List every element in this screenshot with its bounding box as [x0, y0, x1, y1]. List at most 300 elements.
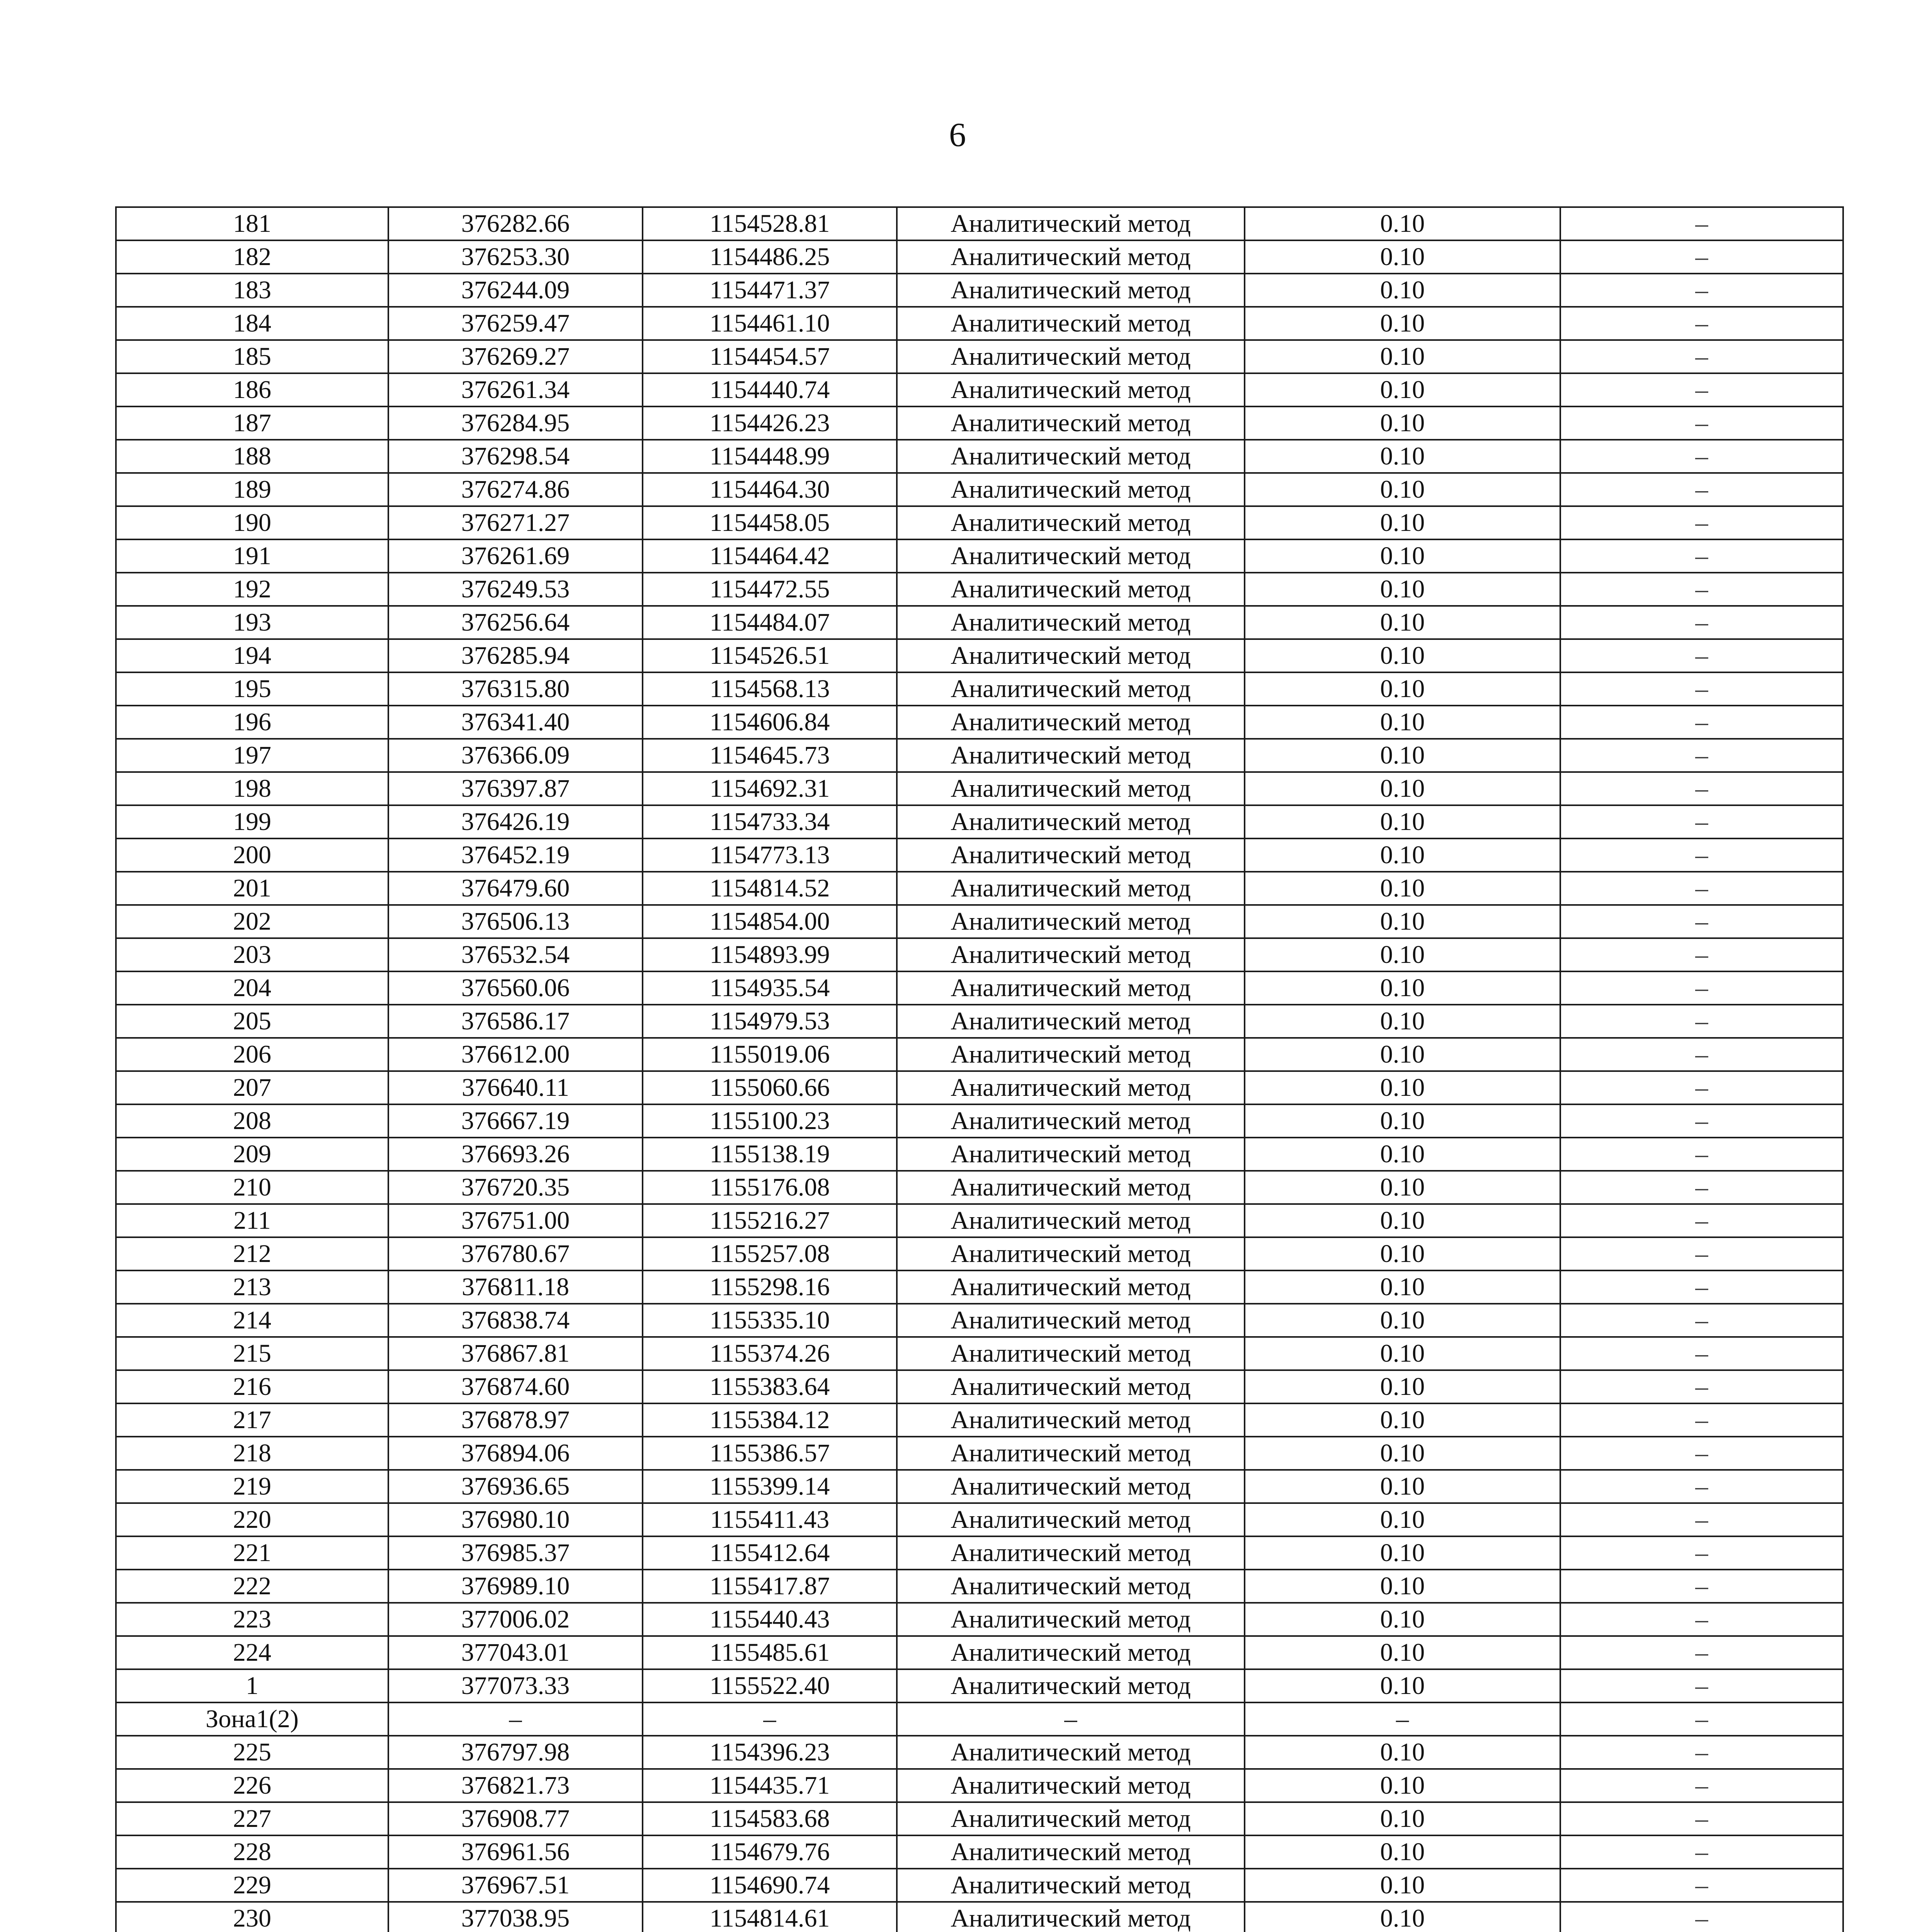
point-number-cell: Зона1(2): [116, 1702, 388, 1736]
method-cell: Аналитический метод: [897, 274, 1245, 307]
table-row: [116, 1835, 1843, 1869]
point-number-cell: 210: [116, 1171, 388, 1204]
y-coordinate-cell: 1155374.26: [643, 1337, 897, 1370]
x-coordinate-cell: 376936.65: [388, 1470, 643, 1503]
table-row: [116, 872, 1843, 905]
y-coordinate-cell: 1154773.13: [643, 838, 897, 872]
table-row: [116, 1536, 1843, 1570]
x-coordinate-cell: 376908.77: [388, 1802, 643, 1835]
method-cell: Аналитический метод: [897, 1038, 1245, 1071]
accuracy-cell: 0.10: [1245, 1669, 1560, 1702]
x-coordinate-cell: 376341.40: [388, 706, 643, 739]
note-cell: –: [1560, 1470, 1843, 1503]
accuracy-cell: 0.10: [1245, 539, 1560, 573]
x-coordinate-cell: 376298.54: [388, 440, 643, 473]
accuracy-cell: 0.10: [1245, 1802, 1560, 1835]
method-cell: Аналитический метод: [897, 1536, 1245, 1570]
note-cell: –: [1560, 506, 1843, 539]
y-coordinate-cell: 1154979.53: [643, 1005, 897, 1038]
note-cell: –: [1560, 905, 1843, 938]
method-cell: Аналитический метод: [897, 573, 1245, 606]
x-coordinate-cell: 377038.95: [388, 1902, 643, 1932]
accuracy-cell: 0.10: [1245, 938, 1560, 971]
x-coordinate-cell: 377006.02: [388, 1603, 643, 1636]
x-coordinate-cell: 377073.33: [388, 1669, 643, 1702]
y-coordinate-cell: 1155100.23: [643, 1104, 897, 1138]
note-cell: –: [1560, 1503, 1843, 1536]
note-cell: –: [1560, 307, 1843, 340]
table-row: [116, 1603, 1843, 1636]
x-coordinate-cell: 376838.74: [388, 1304, 643, 1337]
table-row: [116, 1702, 1843, 1736]
x-coordinate-cell: 376506.13: [388, 905, 643, 938]
point-number-cell: 199: [116, 805, 388, 838]
x-coordinate-cell: 376532.54: [388, 938, 643, 971]
table-row: [116, 1204, 1843, 1237]
table-row: [116, 938, 1843, 971]
method-cell: Аналитический метод: [897, 739, 1245, 772]
x-coordinate-cell: 376256.64: [388, 606, 643, 639]
note-cell: –: [1560, 1769, 1843, 1802]
point-number-cell: 202: [116, 905, 388, 938]
point-number-cell: 221: [116, 1536, 388, 1570]
note-cell: –: [1560, 207, 1843, 240]
coordinates-table: [115, 206, 1844, 1932]
note-cell: –: [1560, 1603, 1843, 1636]
note-cell: –: [1560, 1204, 1843, 1237]
accuracy-cell: 0.10: [1245, 440, 1560, 473]
y-coordinate-cell: 1154814.52: [643, 872, 897, 905]
x-coordinate-cell: 376274.86: [388, 473, 643, 506]
method-cell: Аналитический метод: [897, 1171, 1245, 1204]
method-cell: Аналитический метод: [897, 340, 1245, 373]
table-row: [116, 1304, 1843, 1337]
point-number-cell: 182: [116, 240, 388, 274]
y-coordinate-cell: 1154568.13: [643, 672, 897, 706]
note-cell: –: [1560, 1536, 1843, 1570]
table-row: [116, 1437, 1843, 1470]
note-cell: –: [1560, 1802, 1843, 1835]
y-coordinate-cell: 1154440.74: [643, 373, 897, 406]
table-row: [116, 440, 1843, 473]
table-row: [116, 1138, 1843, 1171]
accuracy-cell: 0.10: [1245, 1270, 1560, 1304]
point-number-cell: 188: [116, 440, 388, 473]
accuracy-cell: 0.10: [1245, 1835, 1560, 1869]
method-cell: Аналитический метод: [897, 1403, 1245, 1437]
x-coordinate-cell: 376867.81: [388, 1337, 643, 1370]
x-coordinate-cell: 376426.19: [388, 805, 643, 838]
y-coordinate-cell: 1155417.87: [643, 1570, 897, 1603]
table-row: [116, 805, 1843, 838]
y-coordinate-cell: 1155485.61: [643, 1636, 897, 1669]
accuracy-cell: 0.10: [1245, 1503, 1560, 1536]
method-cell: Аналитический метод: [897, 506, 1245, 539]
note-cell: –: [1560, 1437, 1843, 1470]
point-number-cell: 205: [116, 1005, 388, 1038]
accuracy-cell: 0.10: [1245, 1769, 1560, 1802]
note-cell: –: [1560, 805, 1843, 838]
accuracy-cell: 0.10: [1245, 639, 1560, 672]
point-number-cell: 222: [116, 1570, 388, 1603]
note-cell: –: [1560, 1038, 1843, 1071]
table-row: [116, 506, 1843, 539]
y-coordinate-cell: 1154526.51: [643, 639, 897, 672]
method-cell: –: [897, 1702, 1245, 1736]
accuracy-cell: 0.10: [1245, 473, 1560, 506]
point-number-cell: 226: [116, 1769, 388, 1802]
x-coordinate-cell: 376780.67: [388, 1237, 643, 1270]
method-cell: Аналитический метод: [897, 207, 1245, 240]
x-coordinate-cell: 376989.10: [388, 1570, 643, 1603]
x-coordinate-cell: 376479.60: [388, 872, 643, 905]
method-cell: Аналитический метод: [897, 1736, 1245, 1769]
x-coordinate-cell: 376967.51: [388, 1869, 643, 1902]
note-cell: –: [1560, 971, 1843, 1005]
point-number-cell: 198: [116, 772, 388, 805]
accuracy-cell: 0.10: [1245, 1902, 1560, 1932]
point-number-cell: 195: [116, 672, 388, 706]
x-coordinate-cell: 376751.00: [388, 1204, 643, 1237]
point-number-cell: 185: [116, 340, 388, 373]
point-number-cell: 216: [116, 1370, 388, 1403]
method-cell: Аналитический метод: [897, 1370, 1245, 1403]
y-coordinate-cell: 1154484.07: [643, 606, 897, 639]
x-coordinate-cell: 376261.34: [388, 373, 643, 406]
y-coordinate-cell: –: [643, 1702, 897, 1736]
note-cell: –: [1560, 1104, 1843, 1138]
point-number-cell: 187: [116, 406, 388, 440]
point-number-cell: 194: [116, 639, 388, 672]
y-coordinate-cell: 1155386.57: [643, 1437, 897, 1470]
table-row: [116, 1769, 1843, 1802]
point-number-cell: 229: [116, 1869, 388, 1902]
y-coordinate-cell: 1155335.10: [643, 1304, 897, 1337]
x-coordinate-cell: –: [388, 1702, 643, 1736]
point-number-cell: 213: [116, 1270, 388, 1304]
note-cell: –: [1560, 1702, 1843, 1736]
y-coordinate-cell: 1154461.10: [643, 307, 897, 340]
x-coordinate-cell: 376249.53: [388, 573, 643, 606]
table-row: [116, 1104, 1843, 1138]
method-cell: Аналитический метод: [897, 1802, 1245, 1835]
y-coordinate-cell: 1154690.74: [643, 1869, 897, 1902]
point-number-cell: 227: [116, 1802, 388, 1835]
method-cell: Аналитический метод: [897, 1636, 1245, 1669]
method-cell: Аналитический метод: [897, 905, 1245, 938]
note-cell: –: [1560, 706, 1843, 739]
accuracy-cell: 0.10: [1245, 240, 1560, 274]
y-coordinate-cell: 1154458.05: [643, 506, 897, 539]
y-coordinate-cell: 1154426.23: [643, 406, 897, 440]
accuracy-cell: 0.10: [1245, 373, 1560, 406]
method-cell: Аналитический метод: [897, 1503, 1245, 1536]
table-row: [116, 838, 1843, 872]
method-cell: Аналитический метод: [897, 971, 1245, 1005]
note-cell: –: [1560, 1171, 1843, 1204]
note-cell: –: [1560, 340, 1843, 373]
method-cell: Аналитический метод: [897, 1835, 1245, 1869]
x-coordinate-cell: 376720.35: [388, 1171, 643, 1204]
method-cell: Аналитический метод: [897, 373, 1245, 406]
x-coordinate-cell: 376284.95: [388, 406, 643, 440]
y-coordinate-cell: 1154583.68: [643, 1802, 897, 1835]
y-coordinate-cell: 1155257.08: [643, 1237, 897, 1270]
point-number-cell: 201: [116, 872, 388, 905]
table-row: [116, 1005, 1843, 1038]
accuracy-cell: 0.10: [1245, 1736, 1560, 1769]
table-row: [116, 739, 1843, 772]
point-number-cell: 192: [116, 573, 388, 606]
y-coordinate-cell: 1155383.64: [643, 1370, 897, 1403]
x-coordinate-cell: 376271.27: [388, 506, 643, 539]
method-cell: Аналитический метод: [897, 1570, 1245, 1603]
x-coordinate-cell: 376811.18: [388, 1270, 643, 1304]
note-cell: –: [1560, 1370, 1843, 1403]
x-coordinate-cell: 376980.10: [388, 1503, 643, 1536]
table-row: [116, 406, 1843, 440]
accuracy-cell: 0.10: [1245, 207, 1560, 240]
table-row: [116, 1171, 1843, 1204]
point-number-cell: 217: [116, 1403, 388, 1437]
method-cell: Аналитический метод: [897, 706, 1245, 739]
x-coordinate-cell: 376693.26: [388, 1138, 643, 1171]
x-coordinate-cell: 376397.87: [388, 772, 643, 805]
table-row: [116, 340, 1843, 373]
method-cell: Аналитический метод: [897, 1470, 1245, 1503]
x-coordinate-cell: 376961.56: [388, 1835, 643, 1869]
table-row: [116, 1337, 1843, 1370]
accuracy-cell: 0.10: [1245, 805, 1560, 838]
x-coordinate-cell: 376667.19: [388, 1104, 643, 1138]
method-cell: Аналитический метод: [897, 872, 1245, 905]
accuracy-cell: 0.10: [1245, 340, 1560, 373]
table-row: [116, 373, 1843, 406]
accuracy-cell: 0.10: [1245, 1237, 1560, 1270]
accuracy-cell: 0.10: [1245, 1171, 1560, 1204]
accuracy-cell: 0.10: [1245, 971, 1560, 1005]
method-cell: Аналитический метод: [897, 1270, 1245, 1304]
note-cell: –: [1560, 1869, 1843, 1902]
x-coordinate-cell: 376259.47: [388, 307, 643, 340]
point-number-cell: 223: [116, 1603, 388, 1636]
table-row: [116, 1802, 1843, 1835]
point-number-cell: 190: [116, 506, 388, 539]
point-number-cell: 209: [116, 1138, 388, 1171]
accuracy-cell: 0.10: [1245, 838, 1560, 872]
method-cell: Аналитический метод: [897, 838, 1245, 872]
y-coordinate-cell: 1154854.00: [643, 905, 897, 938]
accuracy-cell: 0.10: [1245, 1636, 1560, 1669]
table-row: [116, 606, 1843, 639]
accuracy-cell: 0.10: [1245, 1370, 1560, 1403]
point-number-cell: 214: [116, 1304, 388, 1337]
accuracy-cell: 0.10: [1245, 1304, 1560, 1337]
note-cell: –: [1560, 672, 1843, 706]
table-row: [116, 1570, 1843, 1603]
x-coordinate-cell: 376797.98: [388, 1736, 643, 1769]
table-row: [116, 240, 1843, 274]
accuracy-cell: 0.10: [1245, 307, 1560, 340]
y-coordinate-cell: 1154606.84: [643, 706, 897, 739]
accuracy-cell: 0.10: [1245, 905, 1560, 938]
y-coordinate-cell: 1154454.57: [643, 340, 897, 373]
table-row: [116, 1038, 1843, 1071]
x-coordinate-cell: 377043.01: [388, 1636, 643, 1669]
table-row: [116, 772, 1843, 805]
table-row: [116, 672, 1843, 706]
point-number-cell: 181: [116, 207, 388, 240]
accuracy-cell: 0.10: [1245, 672, 1560, 706]
table-row: [116, 1403, 1843, 1437]
method-cell: Аналитический метод: [897, 805, 1245, 838]
y-coordinate-cell: 1155440.43: [643, 1603, 897, 1636]
accuracy-cell: 0.10: [1245, 872, 1560, 905]
note-cell: –: [1560, 1005, 1843, 1038]
point-number-cell: 215: [116, 1337, 388, 1370]
y-coordinate-cell: 1154893.99: [643, 938, 897, 971]
point-number-cell: 220: [116, 1503, 388, 1536]
table-row: [116, 971, 1843, 1005]
note-cell: –: [1560, 373, 1843, 406]
note-cell: –: [1560, 1835, 1843, 1869]
table-row: [116, 307, 1843, 340]
page-number: 6: [949, 116, 966, 154]
x-coordinate-cell: 376282.66: [388, 207, 643, 240]
y-coordinate-cell: 1154448.99: [643, 440, 897, 473]
method-cell: Аналитический метод: [897, 307, 1245, 340]
accuracy-cell: 0.10: [1245, 506, 1560, 539]
accuracy-cell: 0.10: [1245, 1005, 1560, 1038]
accuracy-cell: 0.10: [1245, 1337, 1560, 1370]
method-cell: Аналитический метод: [897, 473, 1245, 506]
note-cell: –: [1560, 1237, 1843, 1270]
y-coordinate-cell: 1154692.31: [643, 772, 897, 805]
accuracy-cell: 0.10: [1245, 1403, 1560, 1437]
note-cell: –: [1560, 539, 1843, 573]
y-coordinate-cell: 1154471.37: [643, 274, 897, 307]
y-coordinate-cell: 1155298.16: [643, 1270, 897, 1304]
point-number-cell: 224: [116, 1636, 388, 1669]
note-cell: –: [1560, 1270, 1843, 1304]
x-coordinate-cell: 376269.27: [388, 340, 643, 373]
y-coordinate-cell: 1154814.61: [643, 1902, 897, 1932]
y-coordinate-cell: 1154528.81: [643, 207, 897, 240]
table-row: [116, 1270, 1843, 1304]
note-cell: –: [1560, 573, 1843, 606]
point-number-cell: 230: [116, 1902, 388, 1932]
note-cell: –: [1560, 1071, 1843, 1104]
x-coordinate-cell: 376285.94: [388, 639, 643, 672]
table-row: [116, 1902, 1843, 1932]
table-row: [116, 573, 1843, 606]
note-cell: –: [1560, 606, 1843, 639]
method-cell: Аналитический метод: [897, 1005, 1245, 1038]
point-number-cell: 203: [116, 938, 388, 971]
point-number-cell: 197: [116, 739, 388, 772]
point-number-cell: 1: [116, 1669, 388, 1702]
y-coordinate-cell: 1155411.43: [643, 1503, 897, 1536]
y-coordinate-cell: 1155384.12: [643, 1403, 897, 1437]
accuracy-cell: 0.10: [1245, 274, 1560, 307]
accuracy-cell: 0.10: [1245, 1470, 1560, 1503]
method-cell: Аналитический метод: [897, 1902, 1245, 1932]
table-row: [116, 1669, 1843, 1702]
method-cell: Аналитический метод: [897, 1304, 1245, 1337]
table-row: [116, 1470, 1843, 1503]
note-cell: –: [1560, 739, 1843, 772]
method-cell: Аналитический метод: [897, 772, 1245, 805]
point-number-cell: 212: [116, 1237, 388, 1270]
note-cell: –: [1560, 1304, 1843, 1337]
point-number-cell: 228: [116, 1835, 388, 1869]
accuracy-cell: 0.10: [1245, 1869, 1560, 1902]
point-number-cell: 193: [116, 606, 388, 639]
method-cell: Аналитический метод: [897, 440, 1245, 473]
note-cell: –: [1560, 406, 1843, 440]
x-coordinate-cell: 376366.09: [388, 739, 643, 772]
method-cell: Аналитический метод: [897, 1138, 1245, 1171]
table-row: [116, 1071, 1843, 1104]
point-number-cell: 207: [116, 1071, 388, 1104]
table-row: [116, 1503, 1843, 1536]
table-row: [116, 473, 1843, 506]
x-coordinate-cell: 376244.09: [388, 274, 643, 307]
table-row: [116, 1869, 1843, 1902]
method-cell: Аналитический метод: [897, 606, 1245, 639]
accuracy-cell: 0.10: [1245, 1437, 1560, 1470]
y-coordinate-cell: 1154396.23: [643, 1736, 897, 1769]
method-cell: Аналитический метод: [897, 1769, 1245, 1802]
x-coordinate-cell: 376878.97: [388, 1403, 643, 1437]
note-cell: –: [1560, 1570, 1843, 1603]
y-coordinate-cell: 1155216.27: [643, 1204, 897, 1237]
x-coordinate-cell: 376261.69: [388, 539, 643, 573]
y-coordinate-cell: 1154645.73: [643, 739, 897, 772]
point-number-cell: 191: [116, 539, 388, 573]
x-coordinate-cell: 376560.06: [388, 971, 643, 1005]
y-coordinate-cell: 1155060.66: [643, 1071, 897, 1104]
x-coordinate-cell: 376874.60: [388, 1370, 643, 1403]
table-row: [116, 1636, 1843, 1669]
x-coordinate-cell: 376315.80: [388, 672, 643, 706]
x-coordinate-cell: 376586.17: [388, 1005, 643, 1038]
point-number-cell: 225: [116, 1736, 388, 1769]
accuracy-cell: 0.10: [1245, 1138, 1560, 1171]
note-cell: –: [1560, 1636, 1843, 1669]
accuracy-cell: 0.10: [1245, 573, 1560, 606]
y-coordinate-cell: 1154935.54: [643, 971, 897, 1005]
point-number-cell: 184: [116, 307, 388, 340]
accuracy-cell: 0.10: [1245, 406, 1560, 440]
method-cell: Аналитический метод: [897, 406, 1245, 440]
point-number-cell: 219: [116, 1470, 388, 1503]
y-coordinate-cell: 1155138.19: [643, 1138, 897, 1171]
method-cell: Аналитический метод: [897, 1337, 1245, 1370]
y-coordinate-cell: 1154472.55: [643, 573, 897, 606]
note-cell: –: [1560, 1138, 1843, 1171]
point-number-cell: 200: [116, 838, 388, 872]
accuracy-cell: 0.10: [1245, 706, 1560, 739]
point-number-cell: 189: [116, 473, 388, 506]
accuracy-cell: 0.10: [1245, 1071, 1560, 1104]
y-coordinate-cell: 1154435.71: [643, 1769, 897, 1802]
point-number-cell: 186: [116, 373, 388, 406]
y-coordinate-cell: 1155522.40: [643, 1669, 897, 1702]
table-row: [116, 1370, 1843, 1403]
y-coordinate-cell: 1154464.42: [643, 539, 897, 573]
note-cell: –: [1560, 1736, 1843, 1769]
